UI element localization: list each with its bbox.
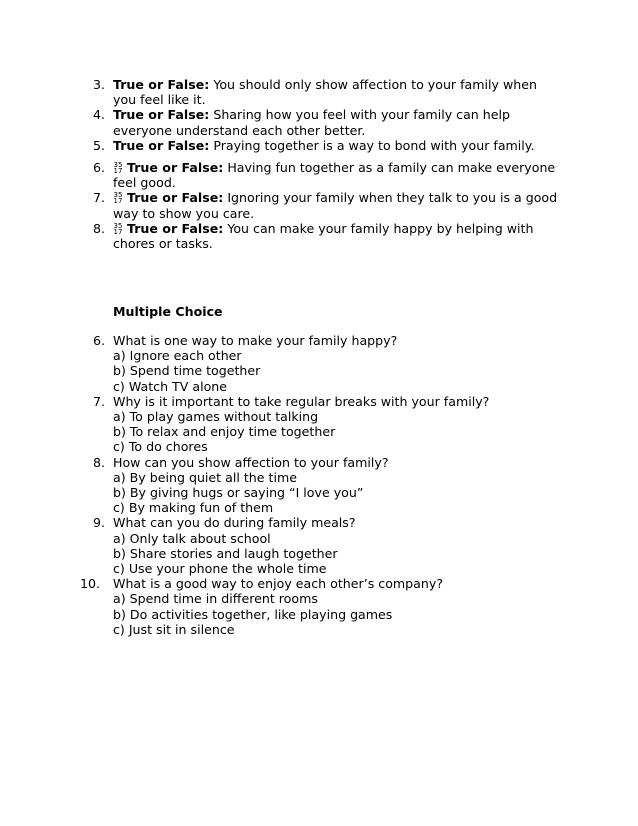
question-text: How can you show affection to your family? [113, 454, 389, 470]
answer-option: a) Only talk about school [113, 530, 271, 546]
mc-question-7 [80, 394, 560, 455]
item-number: 8. [93, 220, 106, 236]
tf-statement: You should only show affection to your family when you feel like it. [113, 77, 538, 108]
item-number: 6. [93, 160, 106, 176]
question-number: 8. [93, 454, 106, 470]
answer-option: c) Use your phone the whole time [113, 561, 327, 577]
tf-statement: Having fun together as a family can make everyone feel good. [113, 160, 556, 191]
fraction-marker: 35 17 [113, 221, 123, 236]
question-number: 9. [93, 515, 106, 531]
tf-item-8 [80, 221, 560, 251]
section-title-multiple-choice: Multiple Choice [113, 304, 223, 319]
tf-item-6 [80, 160, 560, 190]
question-number: 10. [80, 576, 101, 592]
tf-statement: Ignoring your family when they talk to you is a good way to show you care. [113, 190, 558, 221]
answer-option: b) Share stories and laugh together [113, 545, 338, 561]
tf-item-3 [80, 77, 560, 107]
question-text: What is one way to make your family happy? [113, 333, 398, 348]
mc-question-10 [80, 576, 560, 637]
tf-label: True or False: [113, 137, 210, 153]
question-text: Why is it important to take regular breaks with your family? [113, 393, 490, 409]
fraction-marker: 35 17 [113, 191, 123, 206]
tf-statement: You can make your family happy by helping with chores or tasks. [113, 220, 534, 252]
answer-option: a) Spend time in different rooms [113, 591, 318, 607]
tf-label: True or False: [127, 220, 224, 236]
answer-option: b) By giving hugs or saying “I love you” [113, 485, 364, 501]
mc-question-9 [80, 515, 560, 576]
answer-option: c) To do chores [113, 439, 208, 455]
item-number: 7. [93, 190, 106, 206]
tf-label: True or False: [113, 107, 210, 123]
tf-label: True or False: [127, 160, 224, 176]
answer-option: b) Spend time together [113, 363, 261, 379]
tf-label: True or False: [127, 190, 224, 206]
item-number: 3. [93, 77, 106, 92]
question-number: 7. [93, 393, 106, 409]
multiple-choice-list [80, 333, 560, 637]
question-text: What can you do during family meals? [113, 515, 356, 531]
tf-item-4 [80, 107, 560, 137]
answer-option: c) By making fun of them [113, 500, 274, 516]
fraction-marker: 35 17 [113, 161, 123, 176]
answer-option: c) Watch TV alone [113, 378, 228, 394]
tf-item-7 [80, 190, 560, 220]
item-number: 5. [93, 137, 106, 153]
mc-question-6 [80, 333, 560, 394]
question-text: What is a good way to enjoy each other’s company? [113, 576, 444, 592]
true-false-list [80, 77, 560, 251]
tf-statement: Praying together is a way to bond with your family. [213, 137, 535, 153]
answer-option: b) To relax and enjoy time together [113, 424, 336, 440]
answer-option: a) By being quiet all the time [113, 469, 297, 485]
tf-label: True or False: [113, 77, 210, 92]
answer-option: c) Just sit in silence [113, 621, 235, 637]
mc-question-8 [80, 455, 560, 516]
tf-item-5 [80, 138, 560, 153]
answer-option: a) Ignore each other [113, 348, 242, 364]
tf-statement: Sharing how you feel with your family can help everyone understand each other better. [113, 107, 511, 138]
question-number: 6. [93, 333, 106, 348]
answer-option: a) To play games without talking [113, 409, 319, 425]
answer-option: b) Do activities together, like playing games [113, 606, 393, 622]
item-number: 4. [93, 107, 106, 123]
